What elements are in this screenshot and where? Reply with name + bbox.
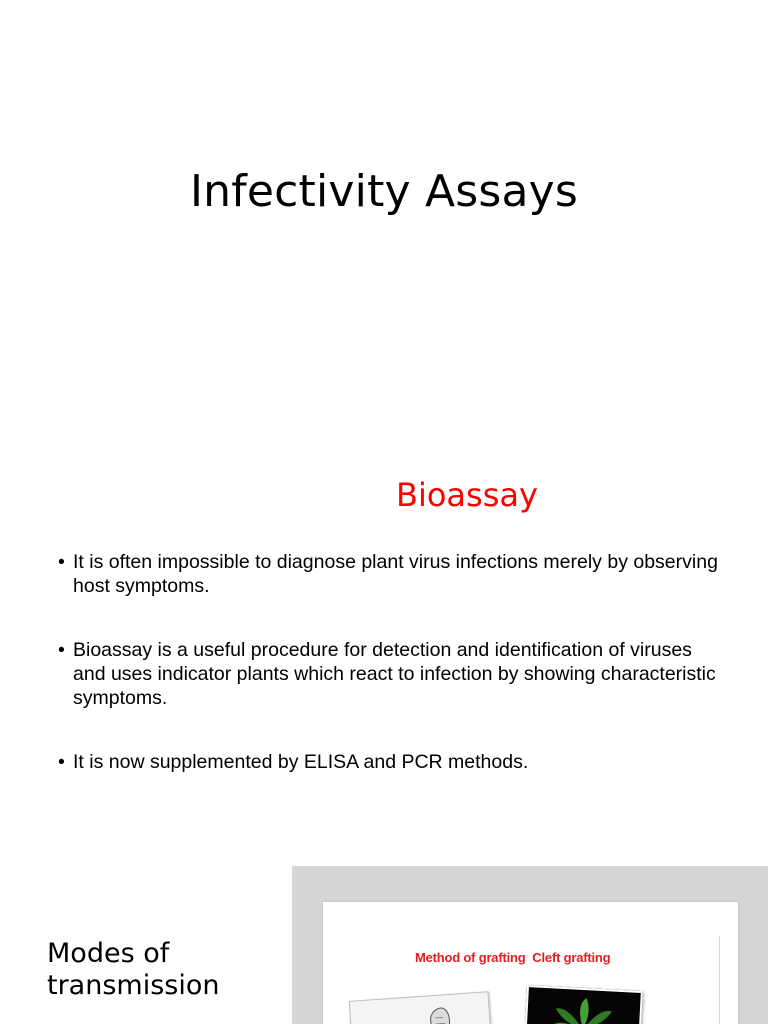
page-title: Infectivity Assays [189,166,579,217]
slide-heading [47,938,219,1002]
page-rule [719,936,720,1024]
cropped-text-line [47,1016,277,1024]
grafting-image [292,866,768,1024]
heading-line: transmission [47,970,220,1001]
heading-line: Modes of [47,938,170,969]
bullet-list [58,550,718,814]
bullet-item: • It is often impossible to diagnose plant virus infections merely by observing host symptoms. [58,550,718,598]
slide-title [0,0,768,450]
slide-heading: Bioassay [396,476,538,514]
bullet-item: • It is now supplemented by ELISA and PCR methods. [58,750,718,774]
image-document-page [323,902,738,1024]
grafting-sketch-photo [349,991,494,1024]
grafted-plant-photo [523,985,643,1024]
slide-bioassay [0,450,768,860]
slide-transmission [0,860,768,1024]
bullet-item: • Bioassay is a useful procedure for detection and identification of viruses and uses indicator plants which react to infection by showing characteristic symptoms. [58,638,718,710]
image-caption: Method of grafting Cleft grafting [415,950,611,965]
